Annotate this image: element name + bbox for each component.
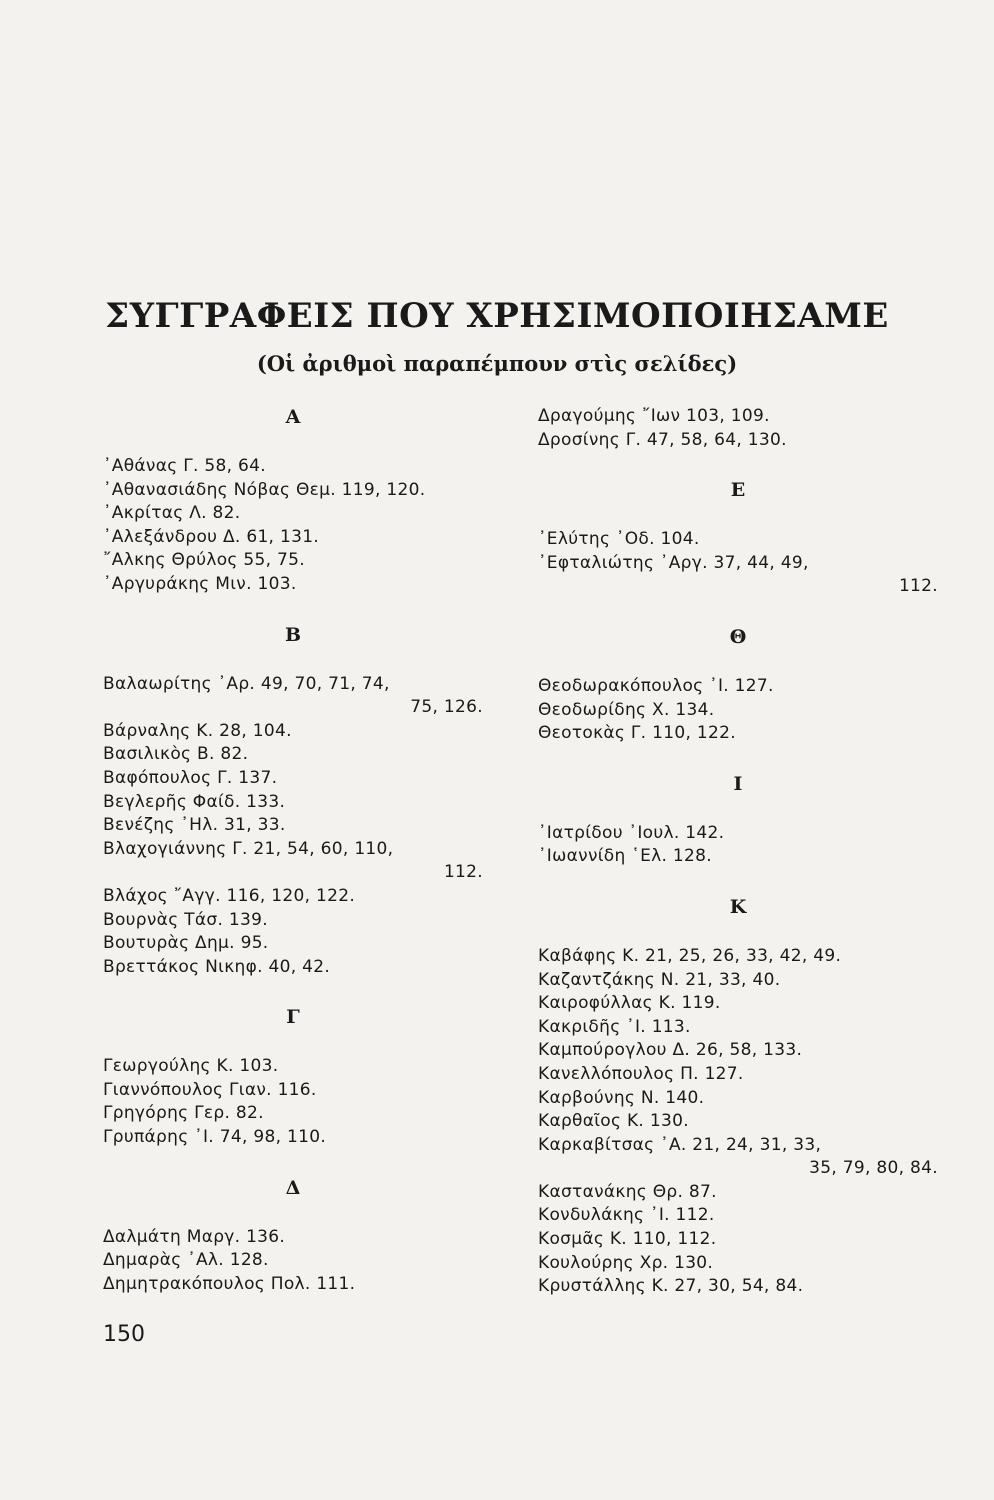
index-entry	[538, 1228, 938, 1252]
index-entry-text: Κανελλόπουλος Π. 127.	[538, 1063, 744, 1084]
index-entry	[538, 528, 938, 552]
index-entry-text: Γιαννόπουλος Γιαν. 116.	[103, 1079, 317, 1100]
index-entry	[538, 722, 938, 746]
index-entry	[103, 909, 483, 933]
page-title: ΣΥΓΓΡΑΦΕΙΣ ΠΟΥ ΧΡΗΣΙΜΟΠΟΙΗΣΑΜΕ	[105, 296, 889, 336]
index-entry-text: Καιροφύλλας Κ. 119.	[538, 993, 721, 1014]
index-entry-text: Βαλαωρίτης ᾿Αρ. 49, 70, 71, 74,	[103, 673, 390, 694]
index-entry	[103, 767, 483, 791]
index-entry-text: ᾿Αλεξάνδρου Δ. 61, 131.	[103, 526, 320, 547]
section-letter: Θ	[729, 625, 747, 648]
page-subtitle: (Οἱ ἀριθμοὶ παραπέμπουν στὶς σελίδες)	[256, 351, 738, 376]
index-entry	[103, 502, 483, 526]
index-entry-text: ᾿Ιατρίδου ᾿Ιουλ. 142.	[538, 822, 725, 843]
index-entry	[538, 1110, 938, 1134]
index-entry-text: Βαφόπουλος Γ. 137.	[103, 767, 278, 788]
index-entry-text: ᾿Αργυράκης Μιν. 103.	[103, 573, 297, 594]
index-entry-text: Κρυστάλλης Κ. 27, 30, 54, 84.	[538, 1276, 804, 1297]
index-entry	[538, 429, 938, 453]
index-entry-text: Δημαρὰς ᾿Αλ. 128.	[103, 1250, 269, 1271]
index-entry	[538, 1087, 938, 1111]
index-entry-text: Κοσμᾶς Κ. 110, 112.	[538, 1229, 717, 1250]
section-letter: Δ	[285, 1176, 301, 1199]
index-entry	[538, 675, 938, 699]
index-entry-text: Καρκαβίτσας ᾿Α. 21, 24, 31, 33,	[538, 1134, 822, 1155]
index-entry	[538, 1204, 938, 1228]
index-entry	[538, 1252, 938, 1276]
index-entry-text: Βασιλικὸς Β. 82.	[103, 744, 249, 765]
index-entry-continuation: 75, 126.	[410, 697, 483, 718]
index-entry	[103, 814, 483, 838]
index-entry-text: Γεωργούλης Κ. 103.	[103, 1056, 279, 1077]
index-entry	[103, 932, 483, 956]
index-entry	[103, 1249, 483, 1273]
index-entry	[103, 956, 483, 980]
index-entry-text: ᾿Ελύτης ᾿Οδ. 104.	[538, 529, 700, 550]
index-entry-text: ᾿Ακρίτας Λ. 82.	[103, 503, 241, 524]
index-entry-text: Βρεττάκος Νικηφ. 40, 42.	[103, 956, 331, 977]
index-entry	[538, 822, 938, 846]
index-entry	[538, 1275, 938, 1299]
index-entry	[103, 526, 483, 550]
index-entry-continuation: 112.	[898, 576, 938, 597]
index-entry	[103, 720, 483, 744]
section-letter: Ι	[733, 772, 743, 795]
index-entry-text: Βενέζης ᾿Ηλ. 31, 33.	[103, 815, 286, 836]
index-entry-text: Γρυπάρης ᾿Ι. 74, 98, 110.	[103, 1127, 327, 1148]
index-entry	[538, 945, 938, 969]
index-entry	[103, 455, 483, 479]
index-entry	[103, 1102, 483, 1126]
index-entry	[538, 845, 938, 869]
index-entry-text: Καμπούρογλου Δ. 26, 58, 133.	[538, 1040, 803, 1061]
index-entry-text: Καστανάκης Θρ. 87.	[538, 1181, 717, 1202]
section-letter: Ε	[730, 479, 746, 502]
index-entry	[103, 549, 483, 573]
index-entry	[103, 885, 483, 909]
index-entry	[103, 838, 483, 885]
index-entry-text: ῎Αλκης Θρύλος 55, 75.	[103, 550, 305, 571]
index-entry	[103, 1273, 483, 1297]
index-entry-text: Θεοδωρακόπουλος ᾿Ι. 127.	[538, 675, 774, 696]
section-letter: Α	[285, 406, 301, 428]
index-entry	[103, 1126, 483, 1150]
index-entry-text: Βουρνὰς Τάσ. 139.	[103, 909, 268, 930]
index-entry	[538, 969, 938, 993]
page-number: 150	[103, 1322, 145, 1347]
index-entry-text: Καρθαῖος Κ. 130.	[538, 1111, 689, 1132]
index-entry-text: Θεοδωρίδης Χ. 134.	[538, 699, 715, 720]
index-entry-text: Βεγλερῆς Φαίδ. 133.	[103, 791, 286, 812]
index-entry-text: Δημητρακόπουλος Πολ. 111.	[103, 1273, 356, 1294]
index-entry-text: Δαλμάτη Μαργ. 136.	[103, 1226, 286, 1247]
index-entry-text: Κακριδῆς ᾿Ι. 113.	[538, 1016, 691, 1037]
index-entry	[538, 699, 938, 723]
index-entry	[538, 405, 938, 429]
index-entry	[103, 791, 483, 815]
index-entry	[103, 479, 483, 503]
index-entry-text: Βλάχος ῎Αγγ. 116, 120, 122.	[103, 885, 356, 906]
index-entry-text: Βλαχογιάννης Γ. 21, 54, 60, 110,	[103, 838, 394, 859]
index-entry	[538, 552, 938, 599]
index-entry	[103, 1055, 483, 1079]
index-entry-text: ᾿Αθάνας Γ. 58, 64.	[103, 456, 266, 476]
index-entry	[538, 992, 938, 1016]
index-entry	[538, 1016, 938, 1040]
index-entry-continuation: 35, 79, 80, 84.	[809, 1158, 938, 1179]
left-column	[103, 405, 483, 1296]
index-entry	[103, 1079, 483, 1103]
section-letter: Β	[284, 623, 302, 646]
index-entry	[538, 1181, 938, 1205]
index-entry-text: Βουτυρὰς Δημ. 95.	[103, 933, 269, 954]
right-column	[538, 405, 938, 1299]
index-entry-text: Καβάφης Κ. 21, 25, 26, 33, 42, 49.	[538, 945, 842, 966]
index-entry-text: Καζαντζάκης Ν. 21, 33, 40.	[538, 969, 781, 990]
index-entry-text: Καρβούνης Ν. 140.	[538, 1087, 705, 1108]
index-entry-text: ᾿Αθανασιάδης Νόβας Θεμ. 119, 120.	[103, 479, 426, 500]
index-entry	[538, 1134, 938, 1181]
index-entry	[103, 743, 483, 767]
index-entry-text: ᾿Εφταλιώτης ᾿Αργ. 37, 44, 49,	[538, 552, 809, 573]
index-entry	[103, 573, 483, 597]
index-entry-text: Βάρναλης Κ. 28, 104.	[103, 720, 292, 741]
index-entry	[103, 673, 483, 720]
index-entry-text: Θεοτοκὰς Γ. 110, 122.	[538, 723, 736, 744]
index-entry	[538, 1039, 938, 1063]
index-entry-text: Δροσίνης Γ. 47, 58, 64, 130.	[538, 429, 787, 450]
index-entry-text: Κονδυλάκης ᾿Ι. 112.	[538, 1205, 715, 1226]
section-letter: Γ	[286, 1006, 300, 1029]
index-entry-text: Δραγούμης ῎Ιων 103, 109.	[538, 406, 770, 426]
index-entry-text: Γρηγόρης Γερ. 82.	[103, 1103, 264, 1124]
index-entry-text: Κουλούρης Χρ. 130.	[538, 1252, 714, 1273]
index-entry-text: ᾿Ιωαννίδη ῾Ελ. 128.	[538, 846, 712, 867]
index-entry	[538, 1063, 938, 1087]
index-entry	[103, 1226, 483, 1250]
index-entry-continuation: 112.	[443, 862, 483, 883]
section-letter: Κ	[729, 895, 747, 918]
